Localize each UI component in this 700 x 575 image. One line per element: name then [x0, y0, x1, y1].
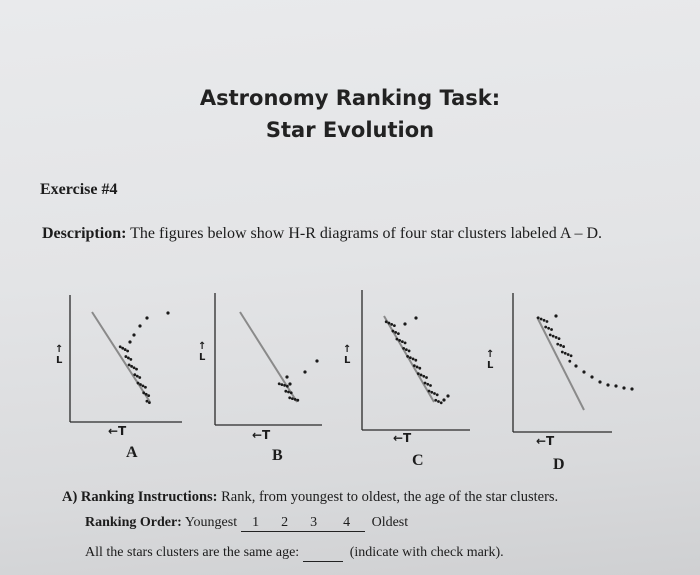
star-dot [388, 322, 391, 325]
star-dot [121, 347, 124, 350]
star-dot [287, 391, 290, 394]
star-dot [564, 352, 567, 355]
star-dot [278, 382, 281, 385]
star-dot [393, 324, 396, 327]
star-dot [148, 401, 151, 404]
cluster-label-d: D [553, 456, 565, 473]
star-dot [138, 376, 141, 379]
luminosity-axis-label-d: ↑ L [486, 349, 495, 371]
star-dot [562, 345, 565, 348]
page-subtitle: Star Evolution [265, 118, 435, 142]
star-dot [567, 353, 570, 356]
star-dot [385, 320, 388, 323]
star-dot [440, 401, 443, 404]
giant-star-dot [403, 322, 406, 325]
hr-diagram-c [362, 290, 470, 430]
giant-star-dot [288, 382, 291, 385]
main-sequence-line [384, 316, 434, 402]
star-dot [425, 376, 428, 379]
star-dot [570, 354, 573, 357]
star-dot [142, 384, 145, 387]
star-dot [147, 394, 150, 397]
luminosity-axis-label-a: ↑ L [55, 344, 64, 366]
star-dot [433, 392, 436, 395]
giant-star-dot [442, 398, 445, 401]
star-dot [284, 390, 287, 393]
star-dot [290, 391, 293, 394]
star-dot [129, 358, 132, 361]
giant-star-dot [132, 333, 135, 336]
star-dot [392, 330, 395, 333]
star-dot [135, 368, 138, 371]
giant-star-dot [285, 375, 288, 378]
giant-star-dot [606, 383, 609, 386]
star-dot [552, 335, 555, 338]
star-dot [288, 396, 291, 399]
star-dot [119, 345, 122, 348]
rank-blank-3[interactable]: 3 [299, 515, 329, 532]
rank-blank-2[interactable]: 2 [271, 515, 299, 532]
star-dot [422, 375, 425, 378]
up-arrow-icon: ↑ [486, 349, 495, 360]
star-dot [402, 347, 405, 350]
instructions-label: A) Ranking Instructions: [62, 489, 218, 505]
star-dot [406, 355, 409, 358]
star-dot [128, 364, 131, 367]
main-sequence-line [240, 312, 297, 402]
star-dot [556, 343, 559, 346]
star-dot [397, 332, 400, 335]
same-age-text: All the stars clusters are the same age: [85, 545, 300, 560]
star-dot [401, 340, 404, 343]
giant-star-dot [166, 311, 169, 314]
instructions-text: Rank, from youngest to oldest, the age of the star clusters. [217, 489, 559, 505]
giant-star-dot [315, 359, 318, 362]
star-dot [291, 397, 294, 400]
star-dot [428, 390, 431, 393]
ranking-order: Ranking Order: Youngest 1 2 3 4 Oldest [85, 515, 409, 530]
same-age-row [85, 545, 504, 562]
star-dot [130, 365, 133, 368]
temperature-axis-label-c: ←T [393, 431, 412, 445]
star-dot [405, 348, 408, 351]
star-dot [540, 318, 543, 321]
star-dot [146, 400, 149, 403]
ranking-instructions [62, 489, 558, 506]
star-dot [283, 384, 286, 387]
star-dot [394, 331, 397, 334]
star-dot [559, 344, 562, 347]
star-dot [133, 366, 136, 369]
star-dot [413, 364, 416, 367]
star-dot [550, 328, 553, 331]
hr-diagram-b [215, 293, 322, 425]
star-dot [139, 383, 142, 386]
star-dot [396, 338, 399, 341]
star-dot [145, 393, 148, 396]
page-title: Astronomy Ranking Task: [199, 86, 501, 110]
star-dot [144, 386, 147, 389]
star-dot [436, 393, 439, 396]
star-dot [124, 348, 127, 351]
star-dot [547, 327, 550, 330]
star-dot [408, 350, 411, 353]
luminosity-axis-label-c: ↑ L [343, 344, 352, 366]
description-label: Description: [42, 225, 127, 242]
star-dot [543, 319, 546, 322]
main-sequence-line [537, 317, 584, 410]
hr-diagram-a [70, 295, 182, 422]
giant-star-dot [582, 370, 585, 373]
star-dot [124, 355, 127, 358]
giant-star-dot [138, 324, 141, 327]
up-arrow-icon: ↑ [198, 341, 207, 352]
giant-star-dot [630, 387, 633, 390]
star-dot [142, 391, 145, 394]
hr-diagram-d [513, 293, 634, 432]
star-dot [137, 382, 140, 385]
star-dot [568, 360, 571, 363]
cluster-label-a: A [126, 444, 138, 461]
star-dot [296, 399, 299, 402]
ranking-order-label: Ranking Order: [85, 515, 182, 530]
star-dot [294, 398, 297, 401]
star-dot [424, 382, 427, 385]
star-dot [136, 375, 139, 378]
star-dot [418, 367, 421, 370]
star-dot [549, 334, 552, 337]
star-dot [127, 357, 130, 360]
cluster-label-b: B [272, 447, 283, 464]
same-age-check-blank[interactable] [303, 545, 343, 562]
star-dot [437, 400, 440, 403]
star-dot [434, 399, 437, 402]
exercise-heading: Exercise #4 [40, 181, 118, 198]
temperature-axis-label-a: ←T [108, 424, 127, 438]
star-dot [426, 383, 429, 386]
star-dot [420, 374, 423, 377]
giant-star-dot [590, 375, 593, 378]
star-dot [286, 385, 289, 388]
giant-star-dot [622, 386, 625, 389]
star-dot [133, 373, 136, 376]
star-dot [412, 358, 415, 361]
star-dot [126, 350, 129, 353]
star-dot [398, 339, 401, 342]
star-dot [404, 342, 407, 345]
temperature-axis-label-b: ←T [252, 428, 271, 442]
giant-star-dot [145, 316, 148, 319]
star-dot [414, 359, 417, 362]
star-dot [416, 366, 419, 369]
giant-star-dot [414, 316, 417, 319]
giant-star-dot [598, 380, 601, 383]
up-arrow-icon: ↑ [343, 344, 352, 355]
star-dot [555, 336, 558, 339]
giant-star-dot [554, 314, 557, 317]
same-age-note: (indicate with check mark). [349, 545, 504, 560]
star-dot [417, 372, 420, 375]
star-dot [281, 383, 284, 386]
star-dot [429, 384, 432, 387]
star-dot [546, 320, 549, 323]
giant-star-dot [574, 364, 577, 367]
temperature-axis-label-d: ←T [536, 434, 555, 448]
rank-blank-1[interactable]: 1 [241, 515, 271, 532]
giant-star-dot [128, 340, 131, 343]
rank-blank-4[interactable]: 4 [329, 515, 365, 532]
star-dot [409, 356, 412, 359]
star-dot [561, 351, 564, 354]
luminosity-axis-label-b: ↑ L [198, 341, 207, 363]
giant-star-dot [614, 384, 617, 387]
giant-star-dot [303, 370, 306, 373]
star-dot [558, 337, 561, 340]
star-dot [544, 326, 547, 329]
star-dot [537, 316, 540, 319]
star-dot [430, 391, 433, 394]
description-text: The figures below show H-R diagrams of four star clusters labeled A – D. [126, 225, 603, 242]
up-arrow-icon: ↑ [55, 344, 64, 355]
star-dot [390, 323, 393, 326]
cluster-label-c: C [412, 452, 424, 469]
giant-star-dot [446, 394, 449, 397]
